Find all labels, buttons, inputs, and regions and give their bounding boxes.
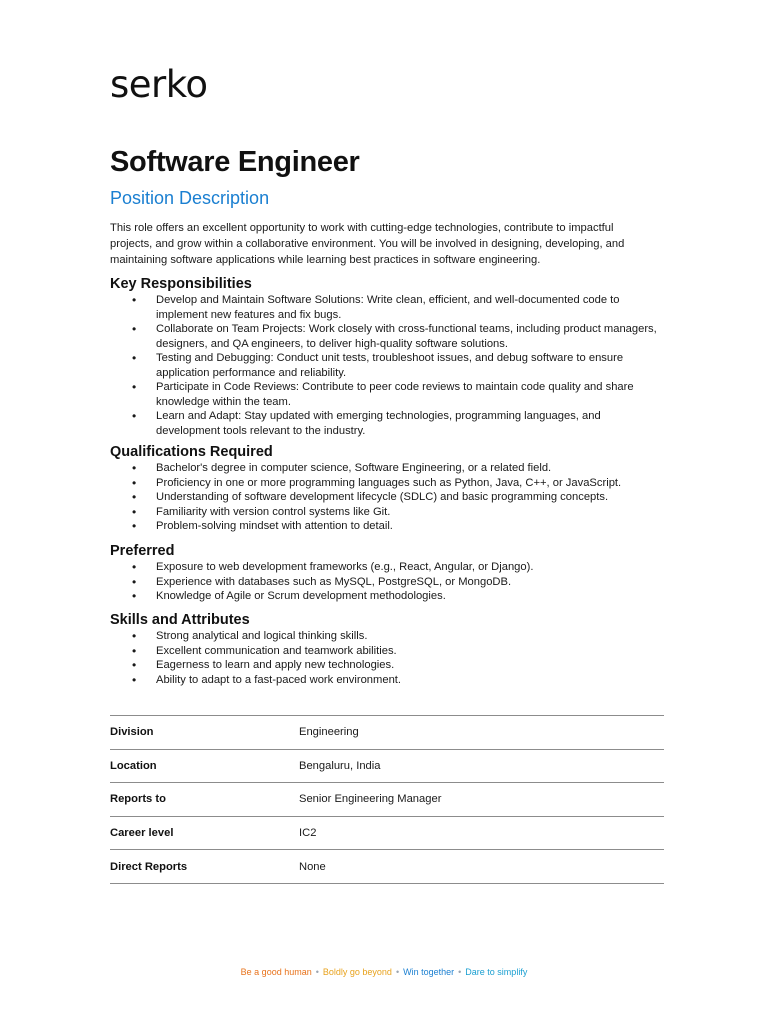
- detail-value: Bengaluru, India: [299, 759, 381, 772]
- detail-label: Direct Reports: [110, 860, 188, 873]
- section-heading-skills: Skills and Attributes: [110, 612, 250, 628]
- section-heading-responsibilities: Key Responsibilities: [110, 276, 252, 292]
- responsibilities-list: [110, 293, 658, 438]
- table-row: [110, 816, 664, 850]
- detail-label: Reports to: [110, 793, 166, 806]
- separator-dot: •: [315, 967, 319, 977]
- list-item: • Eagerness to learn and apply new technologies.: [110, 658, 658, 673]
- details-table: [110, 715, 664, 884]
- separator-dot: •: [458, 967, 462, 977]
- list-item: • Knowledge of Agile or Scrum development methodologies.: [110, 589, 658, 604]
- list-item: • Proficiency in one or more programming languages such as Python, Java, C++, or JavaScript.: [110, 476, 658, 491]
- page-title: Software Engineer: [110, 146, 360, 178]
- list-item: • Excellent communication and teamwork abilities.: [110, 644, 658, 659]
- qualifications-list: [110, 461, 658, 534]
- detail-value: Senior Engineering Manager: [299, 793, 442, 806]
- detail-value: IC2: [299, 827, 317, 840]
- list-item: • Bachelor's degree in computer science, Software Engineering, or a related field.: [110, 461, 658, 476]
- list-item: • Learn and Adapt: Stay updated with emerging technologies, programming languages, and development tools relevant to the industry.: [110, 409, 658, 438]
- section-heading-qualifications: Qualifications Required: [110, 444, 273, 460]
- footer-values: [0, 966, 768, 978]
- preferred-list: [110, 560, 658, 604]
- logo: serko: [110, 63, 208, 106]
- list-item: • Understanding of software development lifecycle (SDLC) and basic programming concepts.: [110, 490, 658, 505]
- list-item: • Experience with databases such as MySQL, PostgreSQL, or MongoDB.: [110, 575, 658, 590]
- detail-label: Career level: [110, 827, 174, 840]
- list-item: • Participate in Code Reviews: Contribute to peer code reviews to maintain code quality and share knowledge within the team.: [110, 380, 658, 409]
- list-item: • Familiarity with version control systems like Git.: [110, 505, 658, 520]
- list-item: • Exposure to web development frameworks (e.g., React, Angular, or Django).: [110, 560, 658, 575]
- list-item: • Collaborate on Team Projects: Work closely with cross-functional teams, including product managers, designers, and QA engineers, to deliver high-quality software solutions.: [110, 322, 658, 351]
- table-row: [110, 715, 664, 749]
- detail-value: None: [299, 860, 326, 873]
- skills-list: [110, 629, 658, 687]
- list-item: • Develop and Maintain Software Solutions: Write clean, efficient, and well-documented code to implement new features and fix bugs.: [110, 293, 658, 322]
- list-item: • Ability to adapt to a fast-paced work environment.: [110, 673, 658, 688]
- detail-label: Location: [110, 759, 157, 772]
- table-row: [110, 782, 664, 816]
- detail-value: Engineering: [299, 726, 359, 739]
- footer-value: Boldly go beyond: [322, 967, 392, 977]
- page-subtitle: Position Description: [110, 188, 270, 208]
- footer-value: Win together: [403, 967, 455, 977]
- list-item: • Testing and Debugging: Conduct unit tests, troubleshoot issues, and debug software to ensure application performance and reliability.: [110, 351, 658, 380]
- separator-dot: •: [395, 967, 400, 977]
- footer-value: Be a good human: [240, 967, 312, 977]
- table-row: [110, 749, 664, 783]
- intro-paragraph: This role offers an excellent opportunity to work with cutting-edge technologies, contribute to impactful projects, and grow within a collaborative environment. You will be involved in designing, developing, and maintaining software applications while learning best practices in software engineering.: [110, 222, 625, 266]
- table-row: [110, 849, 664, 884]
- list-item: • Problem-solving mindset with attention to detail.: [110, 519, 658, 534]
- list-item: • Strong analytical and logical thinking skills.: [110, 629, 658, 644]
- detail-label: Division: [110, 726, 154, 739]
- section-heading-preferred: Preferred: [110, 543, 175, 559]
- footer-value: Dare to simplify: [465, 967, 528, 977]
